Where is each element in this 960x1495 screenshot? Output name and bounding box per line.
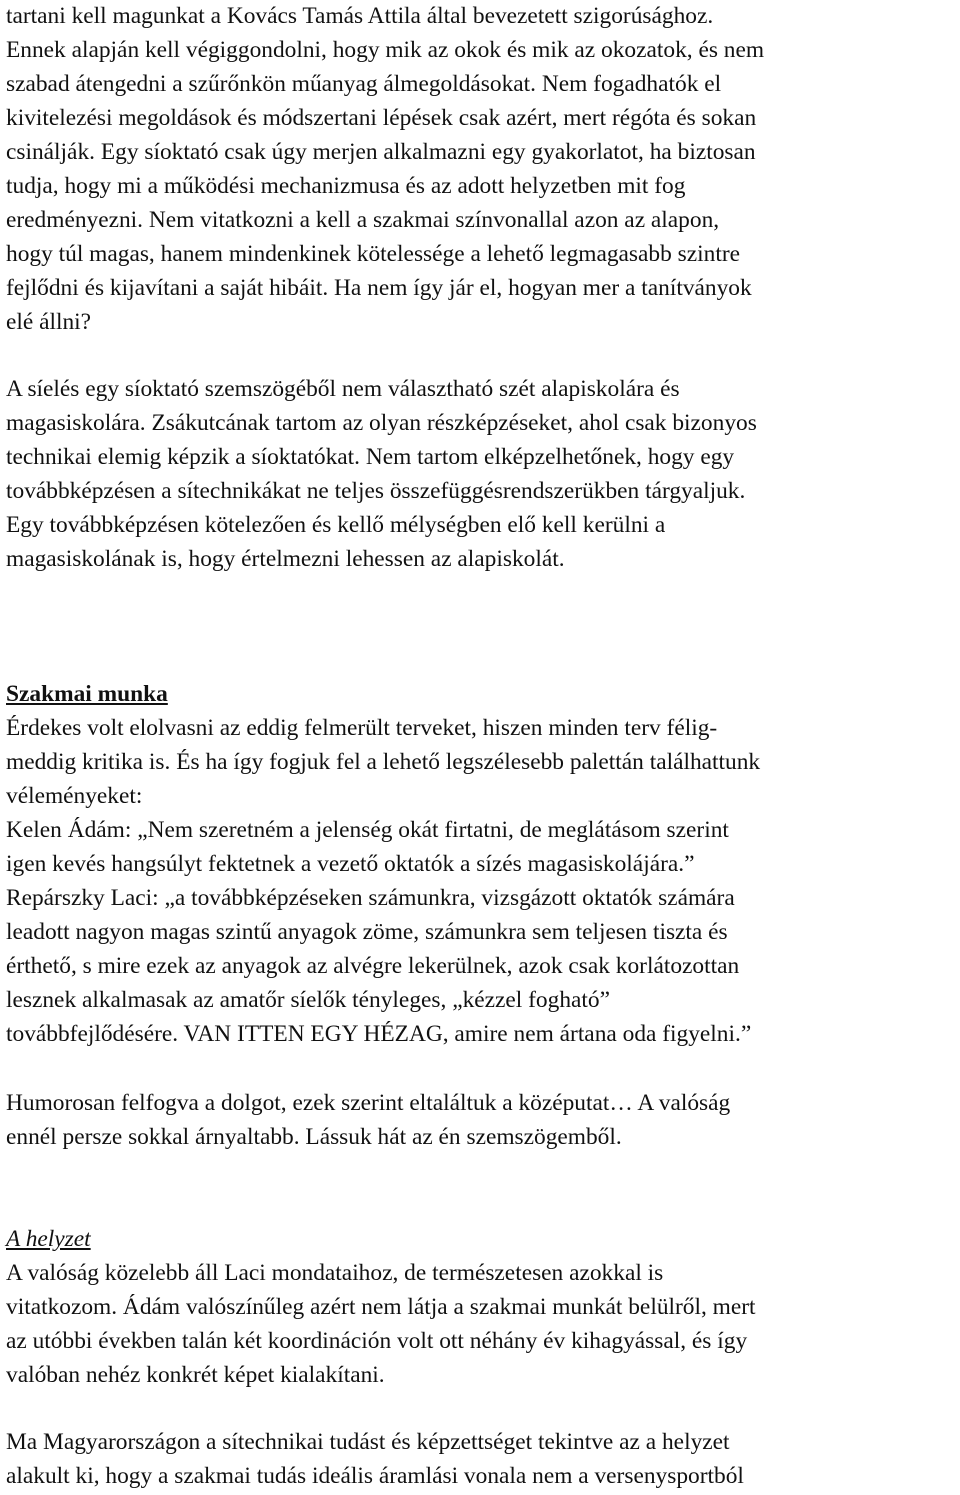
text-line: vitatkozom. Ádám valószínűleg azért nem látja a szakmai munkát belülről, mert — [6, 1294, 756, 1320]
text-line: Ennek alapján kell végiggondolni, hogy mik az okok és mik az okozatok, és nem — [6, 37, 765, 63]
text-line: lesznek alkalmasak az amatőr síelők tényleges, „kézzel fogható” — [6, 987, 610, 1013]
text-line: alakult ki, hogy a szakmai tudás ideális áramlási vonala nem a versenysportból — [6, 1463, 744, 1489]
text-line: Humorosan felfogva a dolgot, ezek szerint eltaláltuk a középutat… A valóság — [6, 1090, 731, 1116]
text-line: valóban nehéz konkrét képet kialakítani. — [6, 1362, 385, 1388]
text-line: szabad átengedni a szűrőnkön műanyag álmegoldásokat. Nem fogadhatók el — [6, 71, 722, 97]
text-line: meddig kritika is. És ha így fogjuk fel a lehető legszélesebb palettán találhattunk — [6, 749, 761, 775]
text-line: elé állni? — [6, 309, 92, 335]
text-line: Ma Magyarországon a sítechnikai tudást és képzettséget tekintve az a helyzet — [6, 1429, 730, 1455]
text-line: ennél persze sokkal árnyaltabb. Lássuk hát az én szemszögemből. — [6, 1124, 622, 1150]
text-line: tudja, hogy mi a működési mechanizmusa és az adott helyzetben mit fog — [6, 173, 686, 199]
text-line: leadott nagyon magas szintű anyagok zöme, számunkra sem teljesen tiszta és — [6, 919, 728, 945]
text-line: fejlődni és kijavítani a saját hibáit. Ha nem így jár el, hogyan mer a tanítványok — [6, 275, 752, 301]
text-line: Érdekes volt elolvasni az eddig felmerült terveket, hiszen minden terv félig- — [6, 715, 718, 741]
text-line: Repárszky Laci: „a továbbképzéseken számunkra, vizsgázott oktatók számára — [6, 885, 735, 911]
text-line: eredményezni. Nem vitatkozni a kell a szakmai színvonallal azon az alapon, — [6, 207, 720, 233]
text-line: kivitelezési megoldások és módszertani lépések csak azért, mert régóta és sokan — [6, 105, 757, 131]
text-line: az utóbbi években talán két koordináción volt ott néhány év kihagyással, és így — [6, 1328, 748, 1354]
text-line: magasiskolára. Zsákutcának tartom az olyan részképzéseket, ahol csak bizonyos — [6, 410, 757, 436]
text-line: véleményeket: — [6, 783, 143, 809]
text-line: Egy továbbképzésen kötelezően és kellő mélységben elő kell kerülni a — [6, 512, 666, 538]
text-line: csinálják. Egy síoktató csak úgy merjen alkalmazni egy gyakorlatot, ha biztosan — [6, 139, 756, 165]
subheading: A helyzet — [6, 1226, 91, 1252]
text-line: A síelés egy síoktató szemszögéből nem választható szét alapiskolára és — [6, 376, 680, 402]
text-line: igen kevés hangsúlyt fektetnek a vezető oktatók a sízés magasiskolájára.” — [6, 851, 695, 877]
text-line: magasiskolának is, hogy értelmezni lehessen az alapiskolát. — [6, 546, 565, 572]
text-line: Kelen Ádám: „Nem szeretném a jelenség okát firtatni, de meglátásom szerint — [6, 817, 729, 843]
text-line: A valóság közelebb áll Laci mondataihoz, de természetesen azokkal is — [6, 1260, 664, 1286]
section-heading: Szakmai munka — [6, 681, 168, 707]
text-line: tartani kell magunkat a Kovács Tamás Attila által bevezetett szigorúsághoz. — [6, 3, 714, 29]
text-line: továbbképzésen a sítechnikákat ne teljes összefüggésrendszerükben tárgyaljuk. — [6, 478, 746, 504]
text-line: technikai elemig képzik a síoktatókat. Nem tartom elképzelhetőnek, hogy egy — [6, 444, 735, 470]
text-line: továbbfejlődésére. VAN ITTEN EGY HÉZAG, amire nem ártana oda figyelni.” — [6, 1021, 752, 1047]
text-line: hogy túl magas, hanem mindenkinek kötelessége a lehető legmagasabb szintre — [6, 241, 740, 267]
text-line: érthető, s mire ezek az anyagok az alvégre lekerülnek, azok csak korlátozottan — [6, 953, 740, 979]
